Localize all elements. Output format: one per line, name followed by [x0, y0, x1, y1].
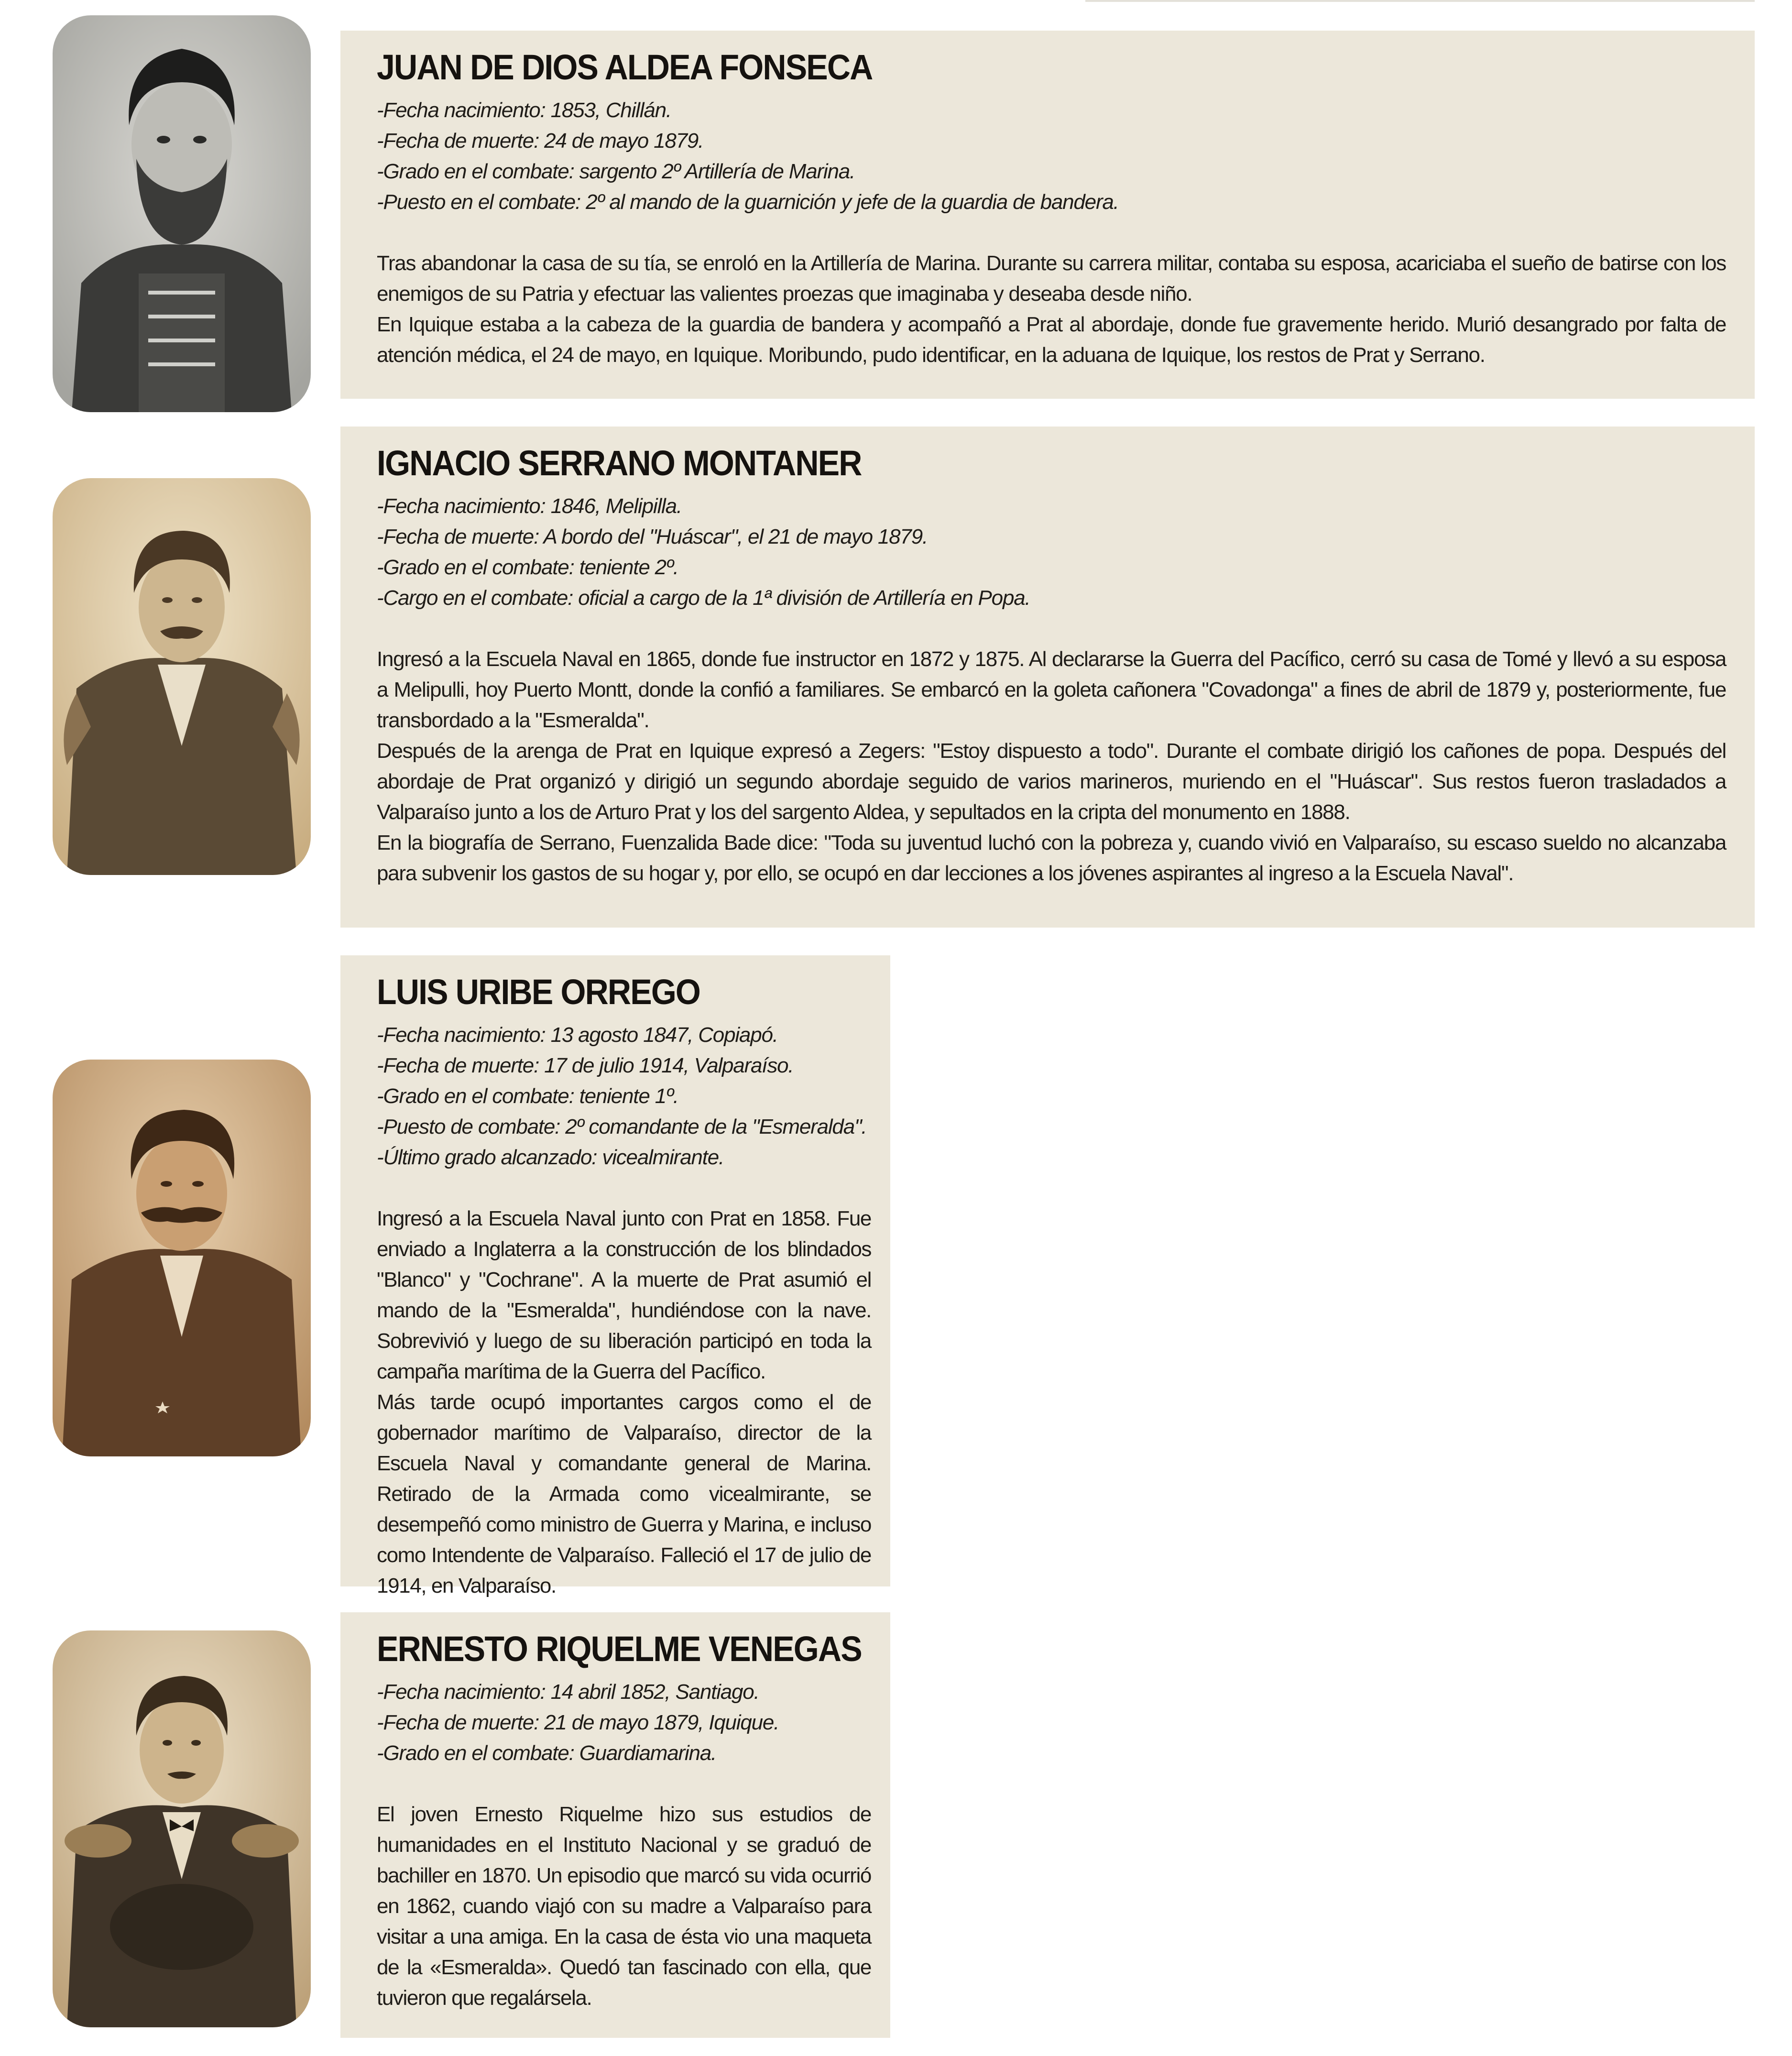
- person-name: ERNESTO RIQUELME VENEGAS: [377, 1629, 862, 1669]
- fact-rank: -Grado en el combate: Guardiamarina.: [377, 1741, 717, 1765]
- facts-list: [377, 491, 1726, 613]
- facts-list: [377, 1020, 871, 1173]
- person-name: JUAN DE DIOS ALDEA FONSECA: [377, 47, 873, 87]
- portrait-photo: [53, 1630, 311, 2027]
- fact-birth: -Fecha nacimiento: 13 agosto 1847, Copiapó.: [377, 1023, 778, 1047]
- person-name: LUIS URIBE ORREGO: [377, 972, 700, 1012]
- biography-card: [340, 31, 1755, 399]
- bio-paragraph: Ingresó a la Escuela Naval en 1865, donde fue instructor en 1872 y 1875. Al declararse la Guerra del Pacífico, cerró su casa de Tomé y llevó a su esposa a Melipulli, hoy Puerto Montt, donde la confió a familiares. Se embarcó en la goleta cañonera "Covadonga" a fines de abril de 1879 y, posteriormente, fue transbordado a la "Esmeralda".: [377, 647, 1726, 732]
- portrait-photo: [53, 15, 311, 412]
- biography-text: [377, 248, 1726, 371]
- portrait-riquelme-image: [53, 1630, 311, 2027]
- fact-rank: -Grado en el combate: sargento 2º Artillería de Marina.: [377, 159, 855, 183]
- fact-rank: -Grado en el combate: teniente 1º.: [377, 1084, 678, 1108]
- fact-birth: -Fecha nacimiento: 1853, Chillán.: [377, 98, 671, 122]
- bio-paragraph: El joven Ernesto Riquelme hizo sus estudios de humanidades en el Instituto Nacional y se graduó de bachiller en 1870. Un episodio que marcó su vida ocurrió en 1862, cuando viajó con su madre a Valparaíso para visitar a una amiga. En la casa de ésta vio una maqueta de la «Esmeralda». Quedó tan fascinado con ella, que tuvieron que regalársela.: [377, 1802, 871, 2010]
- fact-post: -Cargo en el combate: oficial a cargo de la 1ª división de Artillería en Popa.: [377, 586, 1030, 610]
- biography-text: [377, 1799, 871, 2013]
- bio-paragraph: En la biografía de Serrano, Fuenzalida Bade dice: "Toda su juventud luchó con la pobreza y, cuando vivió en Valparaíso, su escaso sueldo no alcanzaba para subvenir los gastos de su hogar y, por ello, se ocupó en dar lecciones a los jóvenes aspirantes al ingreso a la Escuela Naval".: [377, 831, 1726, 885]
- fact-rank: -Grado en el combate: teniente 2º.: [377, 555, 678, 579]
- bio-paragraph: Tras abandonar la casa de su tía, se enroló en la Artillería de Marina. Durante su carrera militar, contaba su esposa, acariciaba el sueño de batirse con los enemigos de su Patria y efectuar las valientes proezas que imaginaba y deseaba desde niño.: [377, 251, 1726, 306]
- facts-list: [377, 95, 1726, 218]
- fact-death: -Fecha de muerte: 24 de mayo 1879.: [377, 129, 704, 153]
- portrait-uribe-image: [53, 1060, 311, 1456]
- bio-paragraph: Después de la arenga de Prat en Iquique expresó a Zegers: "Estoy dispuesto a todo". Durante el combate dirigió los cañones de popa. Después del abordaje de Prat organizó y dirigió un segundo abordaje seguido de varios marineros, muriendo en el "Huáscar". Sus restos fueron trasladados a Valparaíso junto a los de Arturo Prat y los del sargento Aldea, y sepultados en la cripta del monumento en 1888.: [377, 739, 1726, 824]
- biography-card: [340, 427, 1755, 928]
- fact-post: -Puesto en el combate: 2º al mando de la guarnición y jefe de la guardia de bandera.: [377, 190, 1119, 214]
- biography-text: [377, 1203, 871, 1601]
- biography-text: [377, 644, 1726, 889]
- fact-post: -Puesto de combate: 2º comandante de la "Esmeralda".: [377, 1115, 867, 1138]
- portrait-photo: [53, 1060, 311, 1456]
- portrait-serrano-image: [53, 478, 311, 875]
- biography-card: [340, 955, 890, 1597]
- bio-paragraph: En Iquique estaba a la cabeza de la guardia de bandera y acompañó a Prat al abordaje, donde fue gravemente herido. Murió desangrado por falta de atención médica, el 24 de mayo, en Iquique. Moribundo, pudo identificar, en la aduana de Iquique, los restos de Prat y Serrano.: [377, 312, 1726, 367]
- biography-card: [340, 1612, 890, 2038]
- fact-birth: -Fecha nacimiento: 14 abril 1852, Santiago.: [377, 1680, 759, 1704]
- portrait-aldea-image: [53, 15, 311, 412]
- fact-final-rank: -Último grado alcanzado: vicealmirante.: [377, 1145, 724, 1169]
- person-name: IGNACIO SERRANO MONTANER: [377, 443, 862, 483]
- fact-birth: -Fecha nacimiento: 1846, Melipilla.: [377, 494, 682, 518]
- facts-list: [377, 1677, 871, 1769]
- top-rule: [1085, 0, 1755, 2]
- bio-paragraph: Más tarde ocupó importantes cargos como el de gobernador marítimo de Valparaíso, director de la Escuela Naval y comandante general de Marina. Retirado de la Armada como vicealmirante, se desempeñó como ministro de Guerra y Marina, e incluso como Intendente de Valparaíso. Falleció el 17 de julio de 1914, en Valparaíso.: [377, 1390, 871, 1597]
- fact-death: -Fecha de muerte: A bordo del "Huáscar", el 21 de mayo 1879.: [377, 525, 928, 548]
- fact-death: -Fecha de muerte: 21 de mayo 1879, Iquique.: [377, 1710, 779, 1734]
- portrait-photo: [53, 478, 311, 875]
- bio-paragraph: Ingresó a la Escuela Naval junto con Prat en 1858. Fue enviado a Inglaterra a la construcción de los blindados "Blanco" y "Cochrane". A la muerte de Prat asumió el mando de la "Esmeralda", hundiéndose con la nave. Sobrevivió y luego de su liberación participó en toda la campaña marítima de la Guerra del Pacífico.: [377, 1206, 871, 1383]
- fact-death: -Fecha de muerte: 17 de julio 1914, Valparaíso.: [377, 1053, 794, 1077]
